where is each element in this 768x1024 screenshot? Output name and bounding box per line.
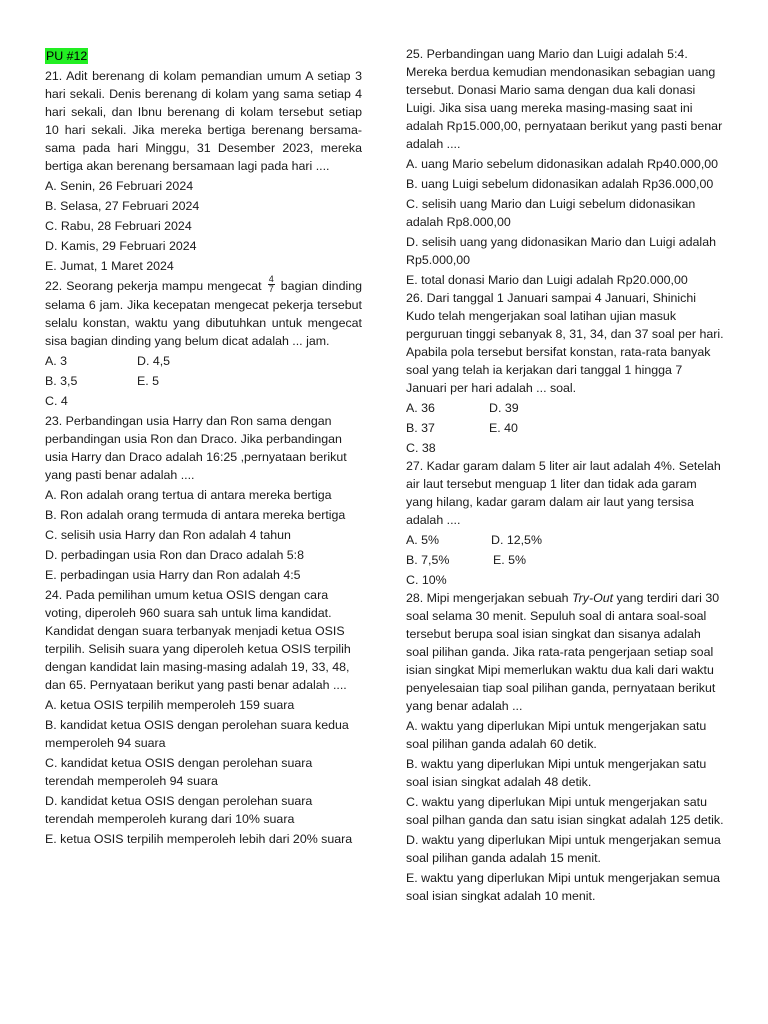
question-27-text: 27. Kadar garam dalam 5 liter air laut adalah 4%. Setelah air laut tersebut menguap 1 liter dan tidak ada garam yang hilang, kadar garam dalam air laut yang tersisa adalah .... — [406, 459, 721, 527]
q28-option-c[interactable]: C. waktu yang diperlukan Mipi untuk mengerjakan satu soal pilhan ganda dan satu isian singkat adalah 125 detik. — [406, 795, 724, 827]
page-tag: PU #12 — [46, 49, 88, 63]
q24-option-c[interactable]: C. kandidat ketua OSIS dengan perolehan suara terendah memperoleh 94 suara — [45, 756, 313, 789]
question-24-text: 24. Pada pemilihan umum ketua OSIS dengan cara voting, diperoleh 960 suara sah untuk lima kandidat. Kandidat dengan suara terbanyak menjadi ketua OSIS terpilih. Selisih suara yang diperoleh ketua OSIS terpilih dengan kandidat lain masing-masing adalah 19, 33, 48, dan 65. Pernyataan berikut yang pasti benar adalah .... — [45, 588, 351, 693]
q26-option-c[interactable]: C. 38 — [406, 441, 436, 455]
q28-option-a[interactable]: A. waktu yang diperlukan Mipi untuk mengerjakan satu soal pilihan ganda adalah 60 detik. — [406, 719, 707, 751]
question-22-text — [45, 274, 362, 350]
q23-option-e[interactable]: E. perbadingan usia Harry dan Ron adalah 4:5 — [45, 568, 301, 583]
question-24 — [45, 586, 362, 848]
question-26-text: 26. Dari tanggal 1 Januari sampai 4 Januari, Shinichi Kudo telah mengerjakan soal latihan ujian masuk perguruan tinggi sebanyak 8, 31, 34, dan 37 soal per hari. Apabila pola tersebut bersifat konstan, rata-rata banyak soal yang telah ia kerjakan dari tanggal 1 hingga 7 Januari per hari adalah ... soal. — [406, 291, 724, 395]
q23-option-c[interactable]: C. selisih usia Harry dan Ron adalah 4 tahun — [45, 528, 291, 543]
question-28 — [406, 589, 724, 905]
q28-option-d[interactable]: D. waktu yang diperlukan Mipi untuk mengerjakan semua soal pilihan ganda adalah 15 menit. — [406, 833, 721, 865]
q27-option-b[interactable]: B. 7,5% — [406, 553, 450, 567]
q24-option-d[interactable]: D. kandidat ketua OSIS dengan perolehan suara terendah memperoleh kurang dari 10% suara — [45, 794, 313, 827]
left-column — [45, 47, 362, 848]
q27-option-c[interactable]: C. 10% — [406, 573, 447, 587]
q21-option-d[interactable]: D. Kamis, 29 Februari 2024 — [45, 239, 197, 253]
q22-option-a[interactable]: A. 3 — [45, 354, 68, 369]
q23-option-d[interactable]: D. perbadingan usia Ron dan Draco adalah 5:8 — [45, 548, 305, 563]
q27-option-a[interactable]: A. 5% — [406, 533, 440, 547]
q22-option-d[interactable]: D. 4,5 — [137, 354, 171, 369]
question-26 — [406, 289, 724, 457]
question-23-text: 23. Perbandingan usia Harry dan Ron sama dengan perbandingan usia Ron dan Draco. Jika perbandingan usia Harry dan Draco adalah 16:25 ,pernyataan berikut yang pasti benar adalah .... — [45, 414, 347, 483]
question-25-text: 25. Perbandingan uang Mario dan Luigi adalah 5:4. Mereka berdua kemudian mendonasikan sebagian uang tersebut. Donasi Mario sama dengan dua kali donasi Luigi. Jika sisa uang mereka masing-masing saat ini adalah Rp15.000,00, pernyataan berikut yang pasti benar adalah .... — [406, 47, 723, 151]
q23-option-b[interactable]: B. Ron adalah orang termuda di antara mereka bertiga — [45, 508, 346, 523]
q24-option-b[interactable]: B. kandidat ketua OSIS dengan perolehan suara kedua memperoleh 94 suara — [45, 718, 349, 751]
q23-option-a[interactable]: A. Ron adalah orang tertua di antara mereka bertiga — [45, 488, 332, 503]
q21-option-a[interactable]: A. Senin, 26 Februari 2024 — [45, 179, 194, 193]
q21-option-b[interactable]: B. Selasa, 27 Februari 2024 — [45, 199, 200, 213]
q28-option-e[interactable]: E. waktu yang diperlukan Mipi untuk mengerjakan semua soal isian singkat adalah 10 menit. — [406, 871, 721, 903]
q25-option-e[interactable]: E. total donasi Mario dan Luigi adalah Rp20.000,00 — [406, 273, 688, 287]
question-22 — [45, 274, 362, 410]
question-21 — [45, 67, 362, 275]
q27-option-e[interactable]: E. 5% — [493, 553, 527, 567]
q26-option-e[interactable]: E. 40 — [489, 421, 518, 435]
question-21-text: 21. Adit berenang di kolam pemandian umum A setiap 3 hari sekali. Denis berenang di kolam yang sama setiap 4 hari sekali, dan Ibnu berenang di kolam tersebut setiap 10 hari sekali. Jika mereka bertiga berenang bersama-sama pada hari Minggu, 31 Desember 2023, mereka bertiga akan berenang bersamaan lagi pada hari .... — [45, 69, 362, 173]
question-25 — [406, 45, 724, 289]
q24-option-a[interactable]: A. ketua OSIS terpilih memperoleh 159 suara — [45, 698, 295, 713]
fraction-numerator: 4 — [268, 274, 274, 285]
q21-option-c[interactable]: C. Rabu, 28 Februari 2024 — [45, 219, 192, 233]
q24-option-e[interactable]: E. ketua OSIS terpilih memperoleh lebih dari 20% suara — [45, 832, 353, 847]
q28-text-italic: Try-Out — [572, 591, 614, 605]
question-23 — [45, 412, 362, 584]
question-28-text — [406, 589, 724, 715]
q22-option-e[interactable]: E. 5 — [137, 374, 160, 389]
q26-option-d[interactable]: D. 39 — [489, 401, 519, 415]
q25-option-d[interactable]: D. selisih uang yang didonasikan Mario dan Luigi adalah Rp5.000,00 — [406, 235, 716, 267]
question-27 — [406, 457, 724, 589]
q28-option-b[interactable]: B. waktu yang diperlukan Mipi untuk mengerjakan satu soal isian singkat adalah 48 detik. — [406, 757, 707, 789]
q26-option-b[interactable]: B. 37 — [406, 421, 435, 435]
q22-text-before: 22. Seorang pekerja mampu mengecat — [45, 279, 262, 293]
q25-option-b[interactable]: B. uang Luigi sebelum didonasikan adalah Rp36.000,00 — [406, 177, 714, 191]
q25-option-c[interactable]: C. selisih uang Mario dan Luigi sebelum didonasikan adalah Rp8.000,00 — [406, 197, 696, 229]
q25-option-a[interactable]: A. uang Mario sebelum didonasikan adalah Rp40.000,00 — [406, 157, 719, 171]
q22-text-after: bagian dinding selama 6 jam. Jika kecepatan mengecat pekerja tersebut selalu konstan, waktu yang dibutuhkan untuk mengecat sisa bagian dinding yang belum dicat adalah ... jam. — [45, 279, 362, 349]
q28-text-before: 28. Mipi mengerjakan sebuah — [406, 591, 572, 605]
q22-option-c[interactable]: C. 4 — [45, 394, 68, 409]
q21-option-e[interactable]: E. Jumat, 1 Maret 2024 — [45, 259, 174, 273]
q22-option-b[interactable]: B. 3,5 — [45, 374, 78, 389]
q28-text-after: yang terdiri dari 30 soal selama 30 menit. Sepuluh soal di antara soal-soal tersebut berupa soal isian singkat dan sisanya adalah soal pilihan ganda. Jika rata-rata pengerjaan setiap soal isian singkat Mipi memerlukan waktu dua kali dari waktu penyelesaian tiap soal pilihan ganda, pernyataan berikut yang benar adalah ... — [406, 591, 720, 713]
q26-option-a[interactable]: A. 36 — [406, 401, 435, 415]
q27-option-d[interactable]: D. 12,5% — [491, 533, 542, 547]
fraction-denominator: 7 — [268, 284, 274, 295]
right-column — [406, 45, 724, 905]
fraction — [268, 275, 275, 294]
